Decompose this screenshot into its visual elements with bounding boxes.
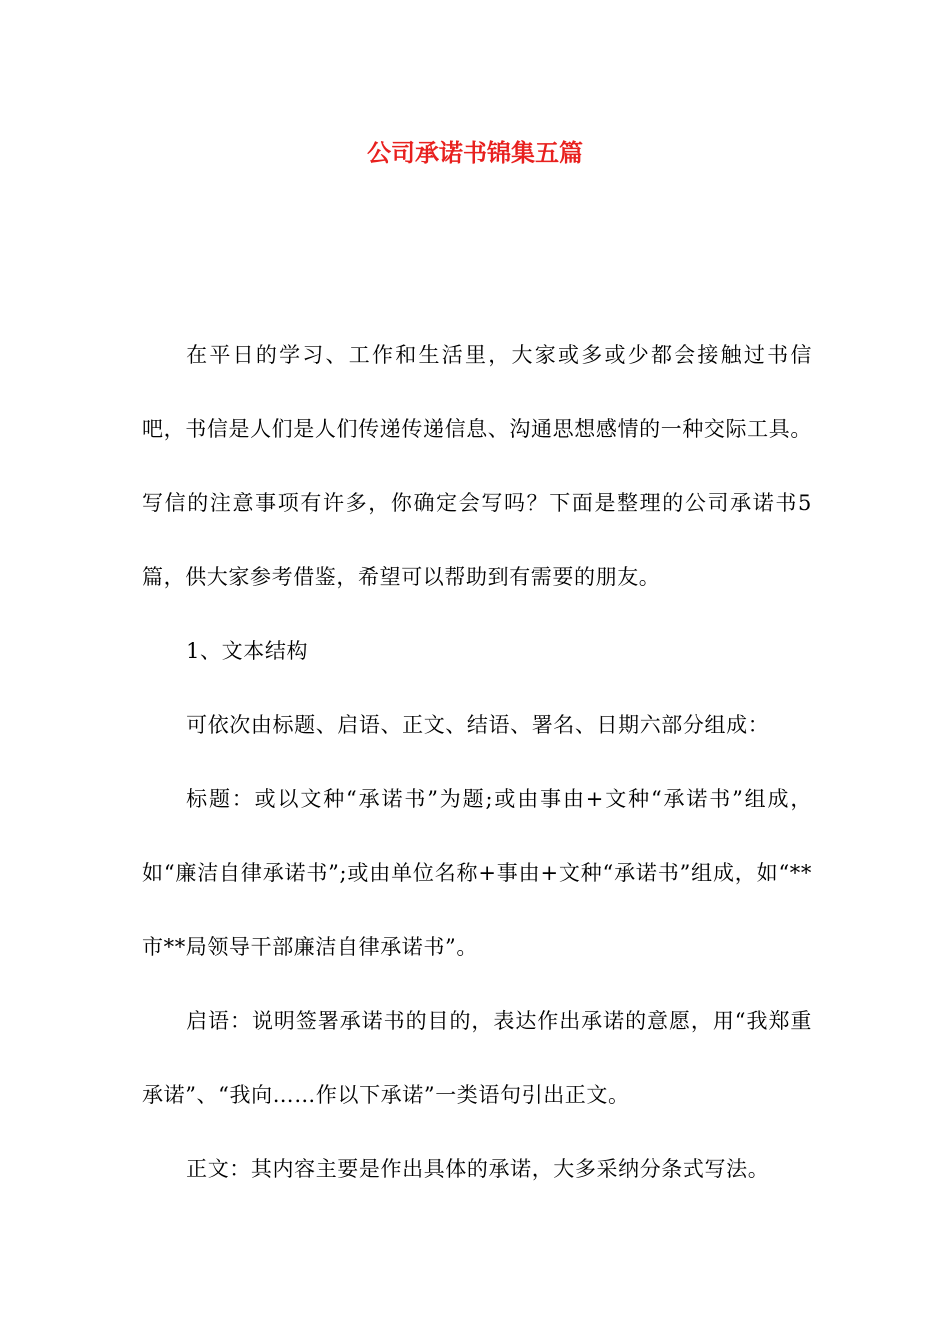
document-title: 公司承诺书锦集五篇 [367, 138, 583, 167]
opening-description-paragraph: 启语：说明签署承诺书的目的，表达作出承诺的意愿，用“我郑重承诺”、“我向……作以下承诺”一类语句引出正文。 [142, 1009, 812, 1107]
intro-paragraph: 在平日的学习、工作和生活里，大家或多或少都会接触过书信吧，书信是人们是人们传递传递信息、沟通思想感情的一种交际工具。写信的注意事项有许多，你确定会写吗？下面是整理的公司承诺书5篇，供大家参考借鉴，希望可以帮助到有需要的朋友。 [142, 343, 812, 589]
section-heading-text-structure: 1、文本结构 [186, 639, 309, 663]
structure-overview-paragraph: 可依次由标题、启语、正文、结语、署名、日期六部分组成： [186, 713, 770, 737]
main-text-description-paragraph: 正文：其内容主要是作出具体的承诺，大多采纳分条式写法。 [186, 1157, 770, 1181]
title-description-paragraph: 标题：或以文种“承诺书”为题;或由事由+文种“承诺书”组成，如“廉洁自律承诺书”;或由单位名称+事由+文种“承诺书”组成，如“**市**局领导干部廉洁自律承诺书”。 [142, 787, 812, 959]
document-body [142, 318, 812, 1206]
